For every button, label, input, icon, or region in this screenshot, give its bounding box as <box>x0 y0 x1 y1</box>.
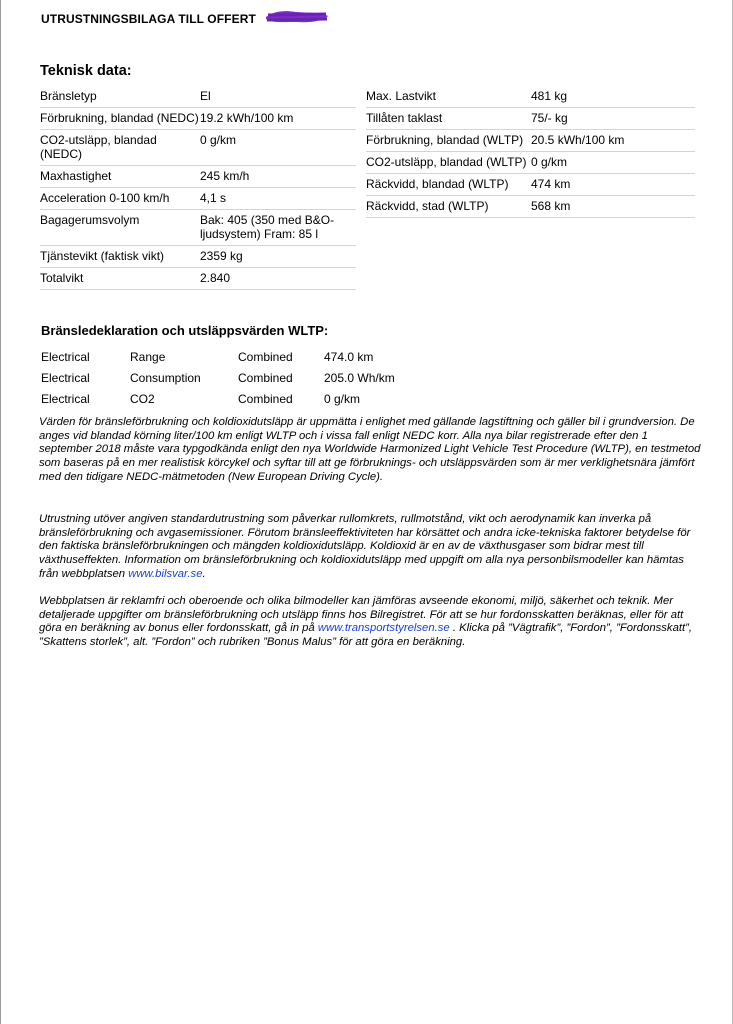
fuel-type: Electrical <box>41 349 90 364</box>
fuel-value: 474.0 km <box>324 349 374 364</box>
spec-label: Tjänstevikt (faktisk vikt) <box>40 246 200 268</box>
spec-value: 19.2 kWh/100 km <box>200 108 356 130</box>
paragraph-equipment-info <box>39 513 704 582</box>
paragraph-website-info <box>39 595 704 650</box>
paragraph-website-text: Webbplatsen är reklamfri och oberoende och olika bilmodeller kan jämföras avseende ekonomi, miljö, säkerhet och teknik. Mer detaljerade uppgifter om bränsleförbrukning och utsläpp finns hos Bilregistret. För att se hur fordonsskatten beräknas, eller för att göra en beräkning av bonus eller fordonsskatt, gå in på <box>39 595 684 635</box>
fuel-value: 205.0 Wh/km <box>324 370 395 385</box>
spec-label: Totalvikt <box>40 268 200 290</box>
spec-row <box>366 108 695 130</box>
spec-label: Räckvidd, blandad (WLTP) <box>366 174 531 196</box>
fuel-value: 0 g/km <box>324 391 361 406</box>
paragraph-equipment-text: Utrustning utöver angiven standardutrustning som påverkar rullomkrets, rullmotstånd, vikt och aerodynamik kan inverka på bränsleförbrukning och avgasemissioner. Förutom bränsleeffektiviteten har körsättet och andra icke-tekniska faktorer betydelse för den faktiska bränsleförbrukningen och mängden koldioxidutsläpp. Koldioxid är en av de växthusgaser som bidrar mest till växthuseffekten. Information om bränsleförbrukning och koldioxidutsläpp med uppgift om alla nya personbilsmodeller kan hämtas från webbplatsen <box>39 513 691 580</box>
spec-label: Max. Lastvikt <box>366 86 531 108</box>
spec-label: Räckvidd, stad (WLTP) <box>366 196 531 218</box>
technical-data-heading: Teknisk data: <box>40 63 132 79</box>
paragraph-equipment-end: . <box>202 567 206 580</box>
spec-value: El <box>200 86 356 108</box>
spec-label: CO2-utsläpp, blandad (WLTP) <box>366 152 531 174</box>
fuel-declaration-heading: Bränsledeklaration och utsläppsvärden WLTP: <box>41 323 329 338</box>
spec-label: Maxhastighet <box>40 166 200 188</box>
redaction-scribble <box>262 7 332 27</box>
spec-value: 568 km <box>531 196 695 218</box>
spec-row <box>40 188 356 210</box>
fuel-cycle: Combined <box>238 391 293 406</box>
spec-value: 474 km <box>531 174 695 196</box>
fuel-metric: CO2 <box>130 391 155 406</box>
spec-row <box>40 130 356 166</box>
spec-row <box>40 166 356 188</box>
fuel-type: Electrical <box>41 370 90 385</box>
paragraph-wltp-info: Värden för bränsleförbrukning och koldioxidutsläpp är uppmätta i enlighet med gällande lagstiftning och gäller bil i grundversion. De anges vid blandad körning liter/100 km enligt WLTP och i vissa fall enligt NEDC korr. Alla nya bilar registrerade efter den 1 september 2018 måste vara typgodkända enligt den nya Worldwide Harmonized Light Vehicle Test Procedure (WLTP), en testmetod som baseras på en mer realistisk körcykel och syftar till att ge förbruknings- och utsläppsvärden som är mer verklighetsnära jämfört med den tidigare NEDC-mätmetoden (New European Driving Cycle). <box>39 416 701 483</box>
fuel-cycle: Combined <box>238 349 293 364</box>
spec-value: 75/- kg <box>531 108 695 130</box>
spec-value: 245 km/h <box>200 166 356 188</box>
fuel-row <box>41 367 444 388</box>
spec-value: Bak: 405 (350 med B&O-ljudsystem) Fram: 85 l <box>200 210 356 246</box>
spec-row <box>366 152 695 174</box>
fuel-metric: Consumption <box>130 370 201 385</box>
spec-row <box>40 246 356 268</box>
spec-value: 2359 kg <box>200 246 356 268</box>
fuel-row <box>41 346 444 367</box>
fuel-type: Electrical <box>41 391 90 406</box>
fuel-metric: Range <box>130 349 166 364</box>
spec-label: Bränsletyp <box>40 86 200 108</box>
fuel-cycle: Combined <box>238 370 293 385</box>
spec-row <box>40 210 356 246</box>
spec-value: 481 kg <box>531 86 695 108</box>
fuel-declaration-table <box>41 346 444 409</box>
spec-label: Tillåten taklast <box>366 108 531 130</box>
spec-label: Förbrukning, blandad (WLTP) <box>366 130 531 152</box>
page-border-left <box>0 0 1 1024</box>
technical-data-table-left <box>40 86 356 290</box>
spec-row <box>366 130 695 152</box>
spec-value: 0 g/km <box>531 152 695 174</box>
spec-label: CO2-utsläpp, blandad (NEDC) <box>40 130 200 166</box>
document-title: UTRUSTNINGSBILAGA TILL OFFERT <box>41 12 256 26</box>
spec-row <box>40 86 356 108</box>
technical-data-table-right <box>366 86 695 218</box>
spec-value: 2.840 <box>200 268 356 290</box>
bilsvar-link[interactable]: www.bilsvar.se <box>128 567 203 580</box>
spec-label: Förbrukning, blandad (NEDC) <box>40 108 200 130</box>
spec-row <box>40 108 356 130</box>
spec-value: 0 g/km <box>200 130 356 166</box>
transportstyrelsen-link[interactable]: www.transportstyrelsen.se <box>317 622 450 635</box>
spec-row <box>366 86 695 108</box>
spec-value: 4,1 s <box>200 188 356 210</box>
spec-row <box>40 268 356 290</box>
spec-value: 20.5 kWh/100 km <box>531 130 695 152</box>
fuel-row <box>41 388 444 409</box>
spec-label: Bagagerumsvolym <box>40 210 200 246</box>
paragraph-website-end: . Klicka på ”Vägtrafik”, ”Fordon”, ”Fordonsskatt”, ”Skattens storlek”, alt. ”Fordon” och rubriken ”Bonus Malus” för att göra en beräkning. <box>39 622 693 649</box>
spec-row <box>366 174 695 196</box>
spec-label: Acceleration 0-100 km/h <box>40 188 200 210</box>
spec-row <box>366 196 695 218</box>
